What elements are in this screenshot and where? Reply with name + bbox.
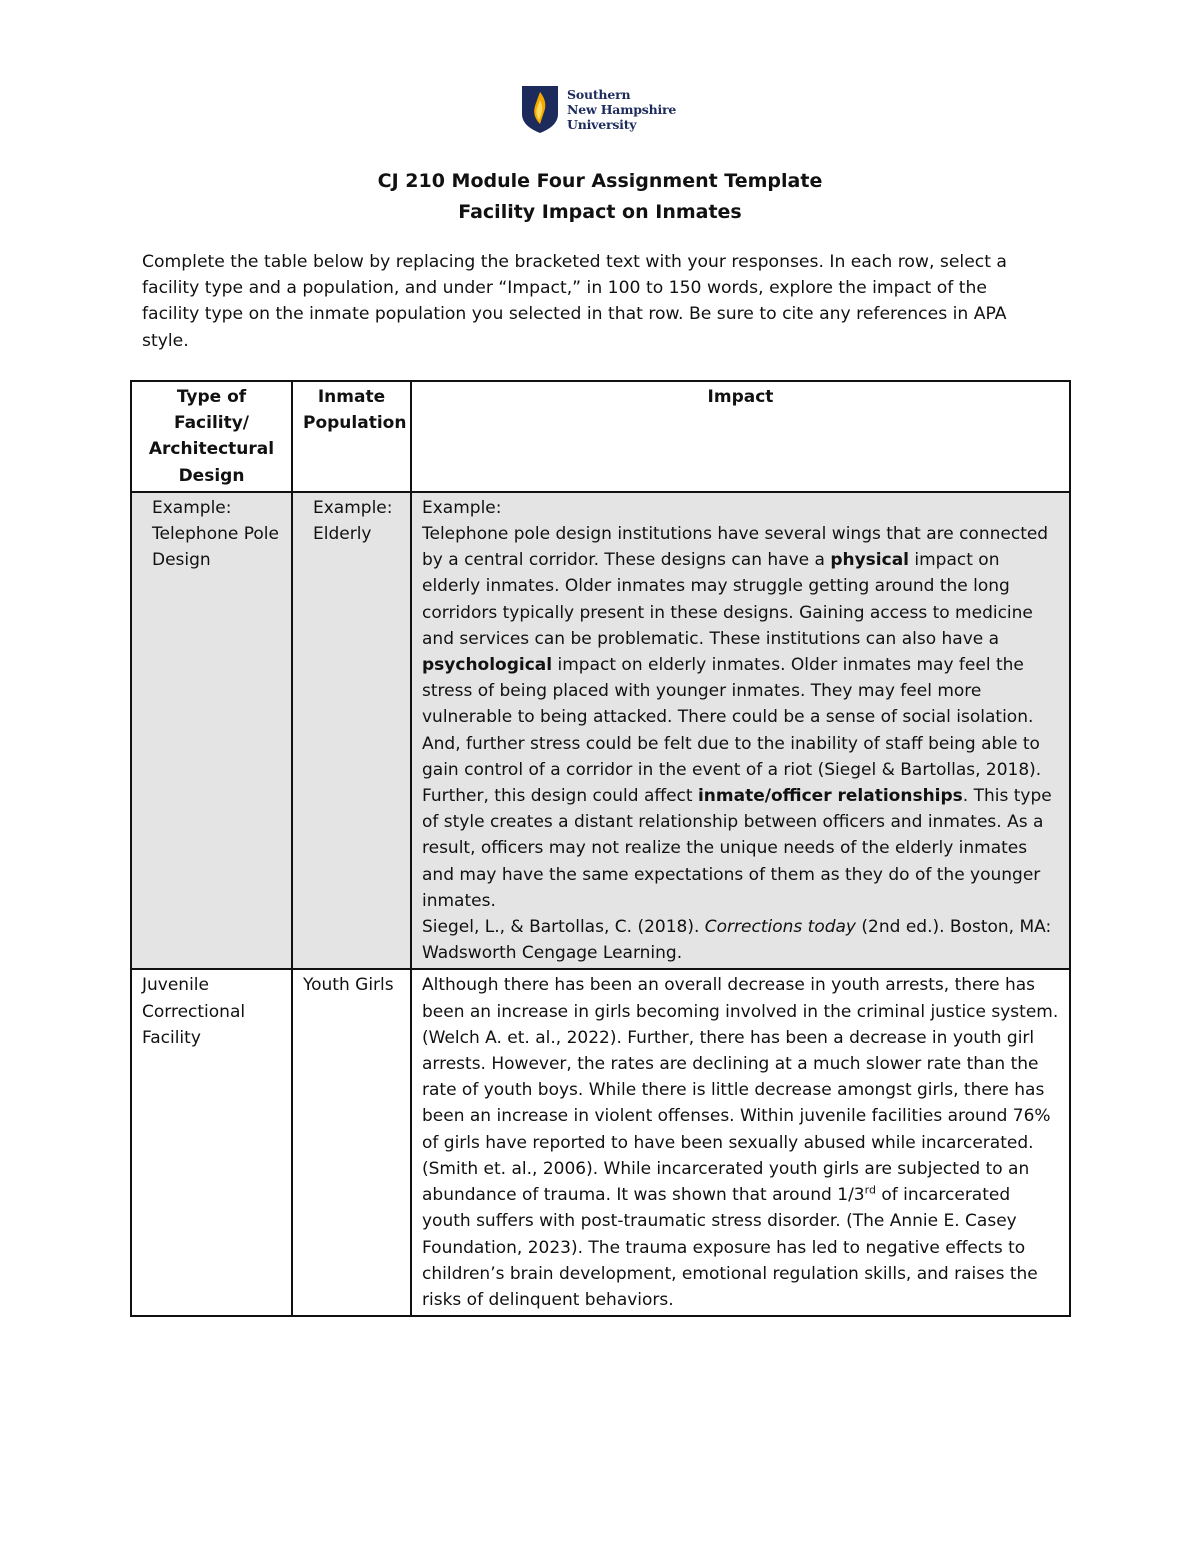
example-reference: [422, 914, 1059, 966]
example-impact-bold-physical: physical: [830, 550, 909, 571]
row1-impact-cell[interactable]: [411, 969, 1070, 1316]
example-impact-label: Example:: [422, 497, 502, 518]
reference-italic-title: Corrections today: [704, 917, 856, 938]
example-impact-part-2: impact on elderly inmates. Older inmates may struggle getting around the long corridors typically present in these designs. Gaining access to medicine and services can be problematic. These institutions can also have a: [422, 550, 1033, 649]
header-impact: Impact: [411, 381, 1070, 492]
row1-facility-cell[interactable]: Juvenile Correctional Facility: [131, 969, 292, 1316]
table-row: [131, 969, 1070, 1316]
example-facility-cell: [131, 492, 292, 970]
logo-wordmark: [567, 87, 676, 132]
logo-line-3: University: [567, 117, 637, 132]
assignment-table: [130, 380, 1071, 1317]
example-impact-bold-psychological: psychological: [422, 655, 553, 676]
header-facility: Type of Facility/ Architectural Design: [131, 381, 292, 492]
reference-part-1: Siegel, L., & Bartollas, C. (2018).: [422, 917, 705, 938]
example-facility-value: Telephone Pole Design: [152, 524, 279, 571]
logo-line-1: Southern: [567, 87, 631, 102]
row1-impact-part-1: Although there has been an overall decrease in youth arrests, there has been an increase in girls becoming involved in the criminal justice system. (Welch A. et. al., 2022). Further, there has been a decrease in youth girl arrests. However, the rates are declining at a much slower rate than the rate of youth boys. While there is little decrease amongst girls, there has been an increase in violent offenses. Within juvenile facilities around 76% of girls have reported to have been sexually abused while incarcerated. (Smith et. al., 2006). While incarcerated youth girls are subjected to an abundance of trauma. It was shown that around 1/3: [422, 975, 1059, 1206]
row1-impact-superscript: rd: [864, 1183, 876, 1197]
example-population-cell: [292, 492, 411, 970]
row1-impact-part-2: of incarcerated youth suffers with post-traumatic stress disorder. (The Annie E. Casey Foundation, 2023). The trauma exposure has led to negative effects to children’s brain development, emotional regulation skills, and raises the risks of delinquent behaviors.: [422, 1185, 1038, 1310]
reference-part-2: (2nd ed.). Boston, MA: Wadsworth Cengage Learning.: [422, 917, 1052, 964]
row1-population-cell[interactable]: Youth Girls: [292, 969, 411, 1316]
header-population: Inmate Population: [292, 381, 411, 492]
example-impact-part-4: . This type of style creates a distant relationship between officers and inmates. As a result, officers may not realize the unique needs of the elderly inmates and may have the same expectations of them as they do of the younger inmates.: [422, 786, 1052, 911]
example-row: [131, 492, 1070, 970]
logo-line-2: New Hampshire: [567, 102, 677, 117]
example-population-label: Example:: [313, 497, 393, 518]
example-impact-cell: [411, 492, 1070, 970]
document-title: CJ 210 Module Four Assignment Template: [377, 170, 823, 192]
example-impact-part-3: impact on elderly inmates. Older inmates may feel the stress of being placed with younger inmates. They may feel more vulnerable to being attacked. There could be a sense of social isolation. And, further stress could be felt due to the inability of staff being able to gain control of a corridor in the event of a riot (Siegel & Bartollas, 2018). Further, this design could affect: [422, 655, 1042, 807]
document-subtitle: Facility Impact on Inmates: [458, 201, 742, 223]
university-logo: [520, 84, 690, 136]
example-impact-part-1: Telephone pole design institutions have several wings that are connected by a central corridor. These designs can have a: [422, 524, 1049, 571]
shield-flame-icon: [520, 84, 560, 134]
table-header-row: [131, 381, 1070, 492]
example-population-value: Elderly: [313, 524, 372, 545]
example-impact-bold-relationships: inmate/officer relationships: [697, 786, 963, 807]
document-titles: [0, 166, 1200, 228]
instructions-paragraph: Complete the table below by replacing the bracketed text with your responses. In each row, select a facility type and a population, and under “Impact,” in 100 to 150 words, explore the impact of the facility type on the inmate population you selected in that row. Be sure to cite any references in APA style.: [142, 252, 1007, 351]
example-facility-label: Example:: [152, 497, 232, 518]
example-impact-text: [422, 524, 1052, 911]
